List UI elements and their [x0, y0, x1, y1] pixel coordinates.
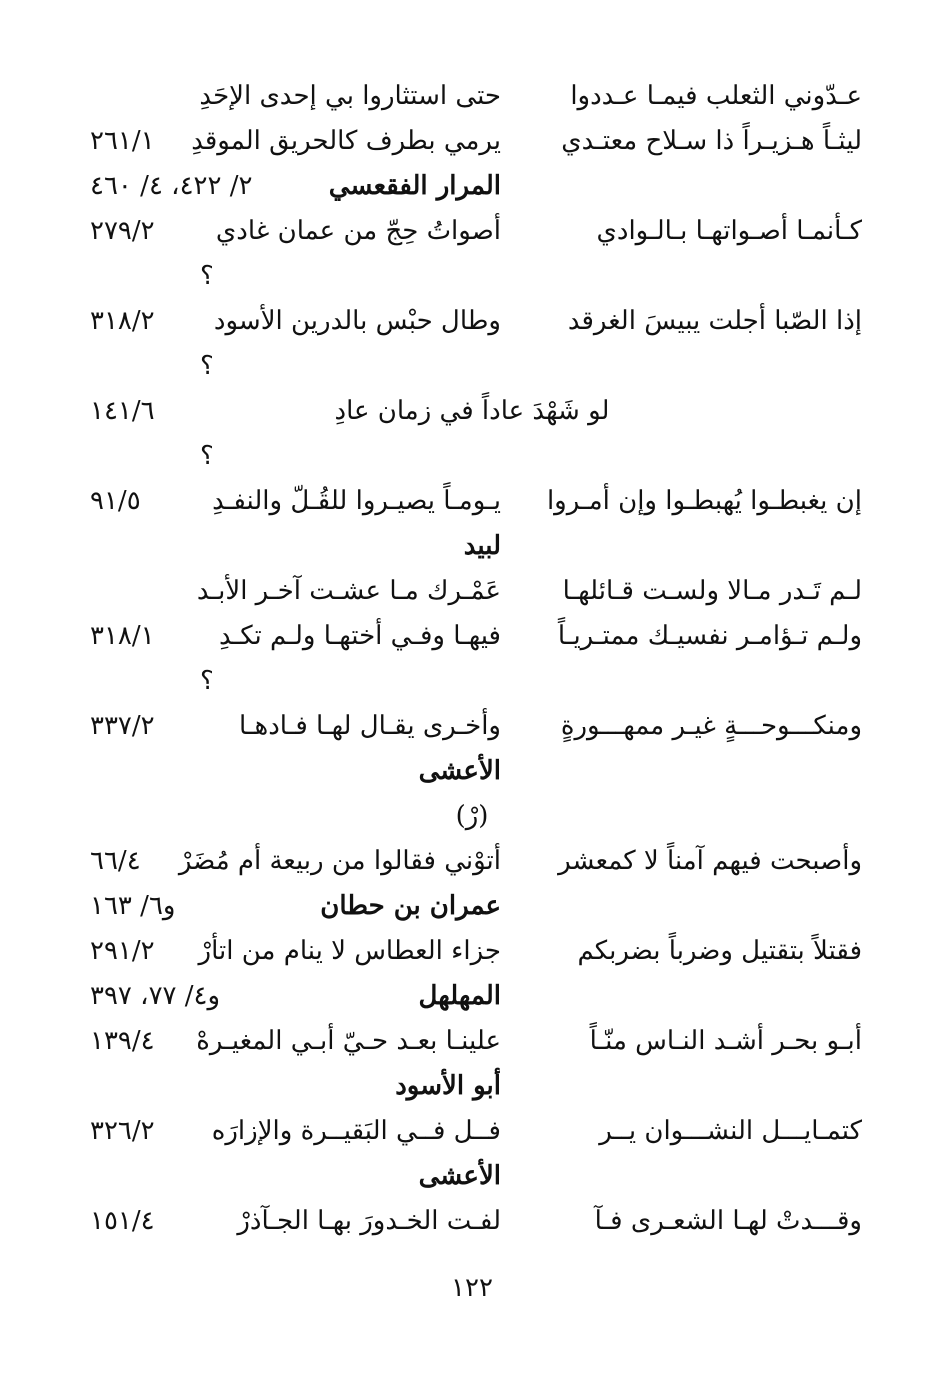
first-hemistich: فقتلاً بتقتيل وضرباً بضربكم: [577, 936, 862, 966]
verse-line: [0, 1201, 944, 1245]
second-hemistich: علينـا بعـد حـيّ أبـي المغيـرهْ: [196, 1026, 501, 1056]
first-hemistich: إن يغبطـوا يُهبطـوا وإن أمـروا: [546, 486, 862, 516]
first-hemistich: ومنكـــوحـــةٍ غيـر ممهـــورةٍ: [560, 711, 862, 741]
first-hemistich: أبـو بحـر أشـد النـاس منّـاً: [589, 1026, 862, 1056]
unknown-poet-mark: ؟: [200, 666, 214, 696]
volume-page-reference: و٦/ ١٦٣: [90, 891, 176, 921]
second-hemistich: يـومـاً يصيـروا للقُـلّ والنفـدِ: [212, 486, 501, 516]
second-hemistich: فيهـا وفـي أختهـا ولـم تكـدِ: [218, 621, 501, 651]
verse-line: [0, 841, 944, 885]
volume-page-reference: ١٥١/٤: [90, 1206, 155, 1236]
verse-line: [0, 706, 944, 750]
second-hemistich: وطال حبْس بالدرين الأسود: [213, 306, 501, 336]
first-hemistich: كـأنمـا أصـواتهـا بـالـوادي: [596, 216, 862, 246]
volume-page-reference: ٩١/٥: [90, 486, 141, 516]
first-hemistich: لـم تَـدر مـالا ولسـت قـائلهـا: [562, 576, 862, 606]
rhyme-letter-heading: (رْ): [455, 801, 489, 831]
poet-name: الأعشى: [418, 1161, 501, 1191]
verse-line: [0, 121, 944, 165]
verse-line: [0, 976, 944, 1020]
unknown-poet-mark: ؟: [200, 441, 214, 471]
volume-page-reference: ٣١٨/١: [90, 621, 155, 651]
first-hemistich: إذا الصّبا أجلت يبيسَ الغرقد: [567, 306, 862, 336]
verse-line: [0, 256, 944, 300]
first-hemistich: وقـــدتْ لهـا الشعـرى فـآ: [594, 1206, 862, 1236]
unknown-poet-mark: ؟: [200, 351, 214, 381]
volume-page-reference: ٣٣٧/٢: [90, 711, 155, 741]
verse-line: [0, 571, 944, 615]
volume-page-reference: ٣١٨/٢: [90, 306, 155, 336]
first-hemistich: ولـم تـؤامـر نفسيـك ممتـريـاً: [557, 621, 862, 651]
poet-name: لبيد: [463, 531, 501, 561]
poet-name: الأعشى: [418, 756, 501, 786]
second-hemistich: يرمي بطرف كالحريق الموقدِ: [191, 126, 501, 156]
verse-line: [0, 1111, 944, 1155]
verse-line: [0, 211, 944, 255]
volume-page-reference: ٦٦/٤: [90, 846, 141, 876]
volume-page-reference: ١٤١/٦: [90, 396, 155, 426]
verse-line: [0, 661, 944, 705]
verse-line: [0, 76, 944, 120]
second-hemistich: حتى استثاروا بي إحدى الإحَدِ: [199, 81, 501, 111]
volume-page-reference: ٢٦١/١: [90, 126, 155, 156]
second-hemistich: أصواتُ حِجّ من عمان غادي: [215, 216, 501, 246]
verse-line: [0, 616, 944, 660]
verse-line: [0, 931, 944, 975]
volume-page-reference: ٢/ ٤٢٢، ٤/ ٤٦٠: [90, 171, 253, 201]
verse-line: [0, 1156, 944, 1200]
volume-page-reference: ٣٢٦/٢: [90, 1116, 155, 1146]
verse-line: [0, 391, 944, 435]
page-number: ١٢٢: [451, 1273, 493, 1303]
poet-name: المهلهل: [418, 981, 501, 1011]
second-hemistich: جزاء العطاس لا ينام من اتأرْ: [198, 936, 501, 966]
volume-page-reference: و٤/ ٧٧، ٣٩٧: [90, 981, 221, 1011]
second-hemistich: أتوْني فقالوا من ربيعة أم مُضَرْ: [178, 846, 501, 876]
centered-hemistich: لو شَهْدَ عاداً في زمان عادِ: [334, 396, 610, 426]
verse-line: [0, 1021, 944, 1065]
poet-name: المرار الفقعسي: [328, 171, 501, 201]
second-hemistich: عَمْـرك مـا عشـت آخـر الأبـد: [196, 576, 501, 606]
verse-line: [0, 481, 944, 525]
first-hemistich: كتمـايـــل النشـــوان يــر: [599, 1116, 862, 1146]
volume-page-reference: ١٣٩/٤: [90, 1026, 155, 1056]
verse-line: [0, 751, 944, 795]
first-hemistich: عـدّوني الثعلب فيمـا عـددوا: [570, 81, 862, 111]
verse-line: [0, 301, 944, 345]
first-hemistich: ليثـاً هـزيـراً ذا سـلاح معتـدي: [561, 126, 862, 156]
unknown-poet-mark: ؟: [200, 261, 214, 291]
verse-line: [0, 886, 944, 930]
verse-line: [0, 436, 944, 480]
second-hemistich: فــل فــي البَقيــرة والإزارَه: [211, 1116, 501, 1146]
page-number-line: [0, 1268, 944, 1312]
second-hemistich: وأخـرى يقـال لهـا فـادهـا: [238, 711, 501, 741]
verse-line: [0, 1066, 944, 1110]
volume-page-reference: ٢٩١/٢: [90, 936, 155, 966]
volume-page-reference: ٢٧٩/٢: [90, 216, 155, 246]
second-hemistich: لفـت الخـدورَ بهـا الجـآذرْ: [237, 1206, 501, 1236]
poet-name: أبو الأسود: [395, 1071, 501, 1101]
verse-line: [0, 346, 944, 390]
poet-name: عمران بن حطان: [320, 891, 501, 921]
verse-line: [0, 526, 944, 570]
verse-line: [0, 166, 944, 210]
verse-line: [0, 796, 944, 840]
first-hemistich: وأصبحت فيهم آمناً لا كمعشر: [558, 846, 862, 876]
